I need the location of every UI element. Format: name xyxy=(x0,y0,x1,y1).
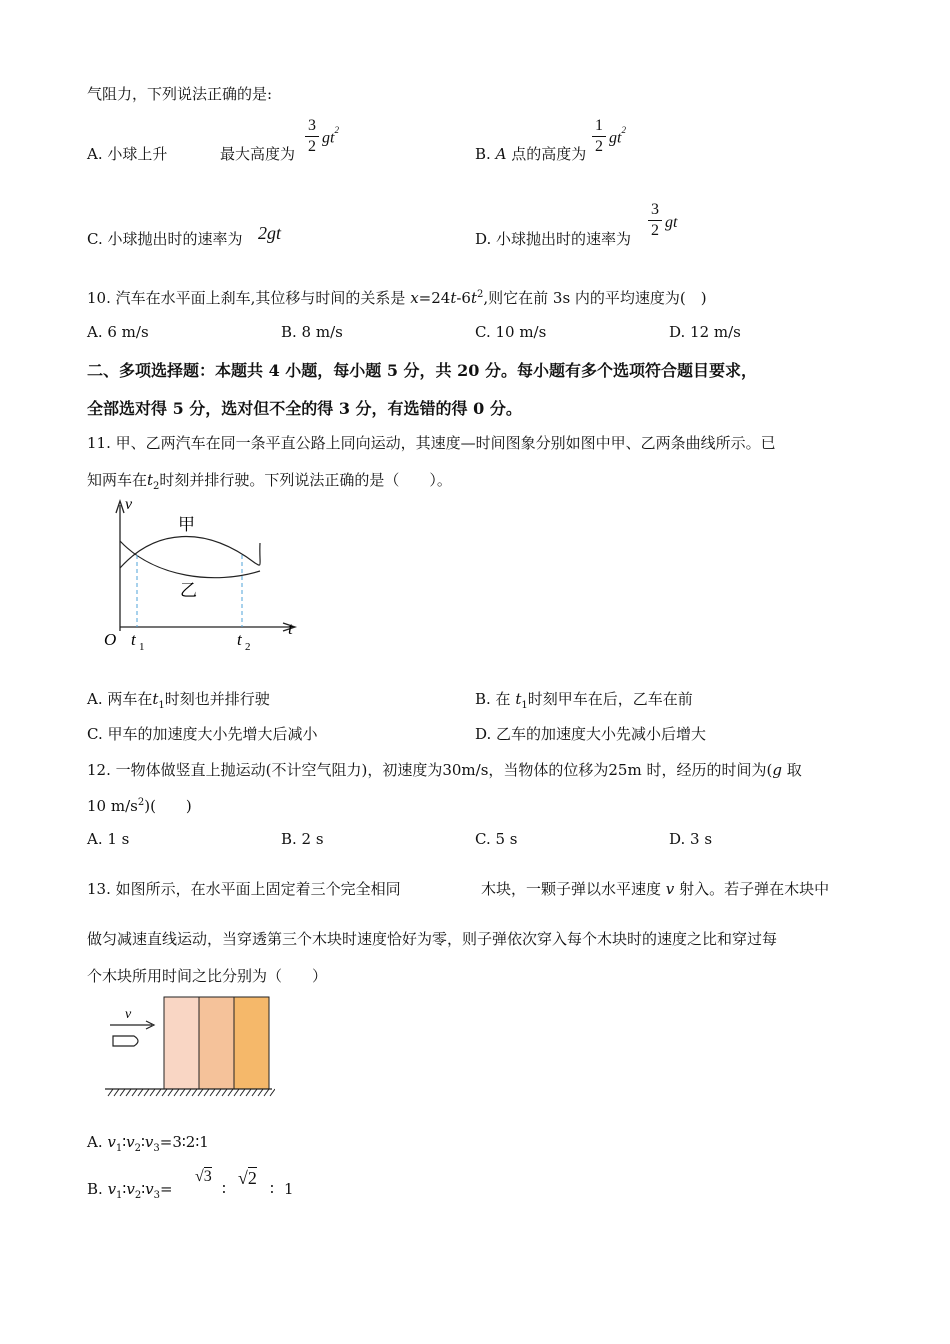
q9-option-d-expr: gt xyxy=(665,214,678,231)
q9-option-a-fraction: 3 2 xyxy=(305,118,319,155)
q11-option-b: B. 在 $t_1$时刻甲车在后，乙车在前 xyxy=(475,690,693,711)
q9-option-d-fraction: 3 2 xyxy=(648,202,662,239)
q11-option-d: D. 乙车的加速度大小先减小后增大 xyxy=(475,725,707,743)
q10-option-b: B. 8 m/s xyxy=(281,323,343,341)
origin-label: O xyxy=(104,630,117,649)
q9-option-c-label: C. 小球抛出时的速率为 xyxy=(87,230,243,248)
hatch-line xyxy=(186,1089,191,1096)
hatch-line xyxy=(174,1089,179,1096)
q10-option-c: C. 10 m/s xyxy=(475,323,547,341)
q11-vt-graph xyxy=(95,493,315,658)
section2-heading-line2: 全部选对得 5 分，选对但不全的得 3 分，有选错的得 0 分。 xyxy=(87,399,522,418)
jia-label: 甲 xyxy=(178,515,195,534)
curve-jia xyxy=(120,537,260,568)
wood-block-2 xyxy=(199,997,234,1089)
q13-option-b: B. $v_1∶v_2∶v_3=$ xyxy=(87,1180,173,1201)
q9-option-a-label2: 最大高度为 xyxy=(220,145,296,163)
t2-label: t xyxy=(237,630,242,649)
q13-stem-line3: 个木块所用时间之比分别为（ ） xyxy=(87,967,328,985)
q10-option-a: A. 6 m/s xyxy=(87,323,149,341)
hatch-line xyxy=(114,1089,119,1096)
hatch-line xyxy=(162,1089,167,1096)
q13-option-b-colon2: ∶ xyxy=(270,1180,274,1198)
q11-option-c: C. 甲车的加速度大小先增大后减小 xyxy=(87,725,318,743)
t-axis-label: t xyxy=(288,619,293,638)
hatch-line xyxy=(222,1089,227,1096)
yi-label: 乙 xyxy=(180,581,197,600)
t1-label: t xyxy=(131,630,136,649)
hatch-line xyxy=(192,1089,197,1096)
q13-bullet-figure xyxy=(100,996,275,1106)
q9-option-b-label: B. A 点的高度为 xyxy=(475,145,587,163)
q9-option-a-expr: $gt^2$ xyxy=(322,125,339,147)
q9-option-d-label: D. 小球抛出时的速率为 xyxy=(475,230,632,248)
q13-option-a: A. $v_1∶v_2∶v_3=3∶2∶1$ xyxy=(87,1133,209,1154)
hatch-line xyxy=(138,1089,143,1096)
q13-option-b-one: 1 xyxy=(284,1180,294,1198)
q11-option-a: A. 两车在$t_1$时刻也并排行驶 xyxy=(87,690,270,711)
hatch-line xyxy=(198,1089,203,1096)
q9-intro: 气阻力，下列说法正确的是: xyxy=(87,85,273,103)
q10-stem: 10. 汽车在水平面上刹车,其位移与时间的关系是 $x=24t-6t^2$,则它在前 3s 内的平均速度为( ) xyxy=(87,289,707,307)
hatch-line xyxy=(252,1089,257,1096)
hatch-line xyxy=(168,1089,173,1096)
q12-option-c: C. 5 s xyxy=(475,830,518,848)
hatch-line xyxy=(228,1089,233,1096)
wood-block-1 xyxy=(164,997,199,1089)
q13-option-b-sqrt3: √3 xyxy=(195,1168,212,1185)
t1-subscript: 1 xyxy=(139,641,145,653)
hatch-line xyxy=(246,1089,251,1096)
q10-option-d: D. 12 m/s xyxy=(669,323,741,341)
hatch-line xyxy=(156,1089,161,1096)
hatch-line xyxy=(210,1089,215,1096)
q13-stem-line2: 做匀减速直线运动，当穿透第三个木块时速度恰好为零，则子弹依次穿入每个木块时的速度之比和穿过每 xyxy=(87,930,778,948)
q9-option-c-expr: 2gt xyxy=(258,223,282,243)
fig-v-label: v xyxy=(125,1007,132,1022)
q13-option-b-colon1: ∶ xyxy=(222,1180,226,1198)
q12-option-a: A. 1 s xyxy=(87,830,130,848)
q11-stem-line2: 知两车在$t_2$时刻并排行驶。下列说法正确的是（ ）。 xyxy=(87,471,452,492)
hatch-line xyxy=(258,1089,263,1096)
wood-block-3 xyxy=(234,997,269,1089)
hatch-line xyxy=(204,1089,209,1096)
q9-option-b-expr: $gt^2$ xyxy=(609,125,626,147)
q9-option-a-label: A. 小球上升 xyxy=(87,145,168,163)
q13-stem-line1-b: 木块，一颗子弹以水平速度 v 射入。若子弹在木块中 xyxy=(481,880,830,898)
q13-stem-line1-a: 13. 如图所示，在水平面上固定着三个完全相同 xyxy=(87,880,401,898)
hatch-line xyxy=(126,1089,131,1096)
hatch-line xyxy=(180,1089,185,1096)
hatch-line xyxy=(234,1089,239,1096)
hatch-line xyxy=(120,1089,125,1096)
hatch-line xyxy=(144,1089,149,1096)
q11-stem-line1: 11. 甲、乙两汽车在同一条平直公路上同向运动，其速度—时间图象分别如图中甲、乙两条曲线所示。已 xyxy=(87,434,776,452)
bullet xyxy=(113,1036,138,1046)
curve-yi xyxy=(120,541,260,578)
q12-stem-line1: 12. 一物体做竖直上抛运动(不计空气阻力)，初速度为30m/s，当物体的位移为25m 时，经历的时间为(g 取 xyxy=(87,761,802,779)
t2-subscript: 2 xyxy=(245,641,251,653)
hatch-line xyxy=(240,1089,245,1096)
ground-hatching xyxy=(108,1089,275,1096)
hatch-line xyxy=(216,1089,221,1096)
q12-stem-line2: 10 $m/s^2$)( ) xyxy=(87,797,192,815)
hatch-line xyxy=(132,1089,137,1096)
q12-option-b: B. 2 s xyxy=(281,830,324,848)
hatch-line xyxy=(264,1089,269,1096)
hatch-line xyxy=(150,1089,155,1096)
v-axis-label: v xyxy=(125,496,133,513)
section2-heading-line1: 二、多项选择题：本题共 4 小题，每小题 5 分，共 20 分。每小题有多个选项符合题目要求， xyxy=(87,361,757,380)
q12-option-d: D. 3 s xyxy=(669,830,713,848)
hatch-line xyxy=(270,1089,275,1096)
hatch-line xyxy=(108,1089,113,1096)
q13-option-b-sqrt2: √2 xyxy=(238,1168,257,1188)
q9-option-b-fraction: 1 2 xyxy=(592,118,606,155)
